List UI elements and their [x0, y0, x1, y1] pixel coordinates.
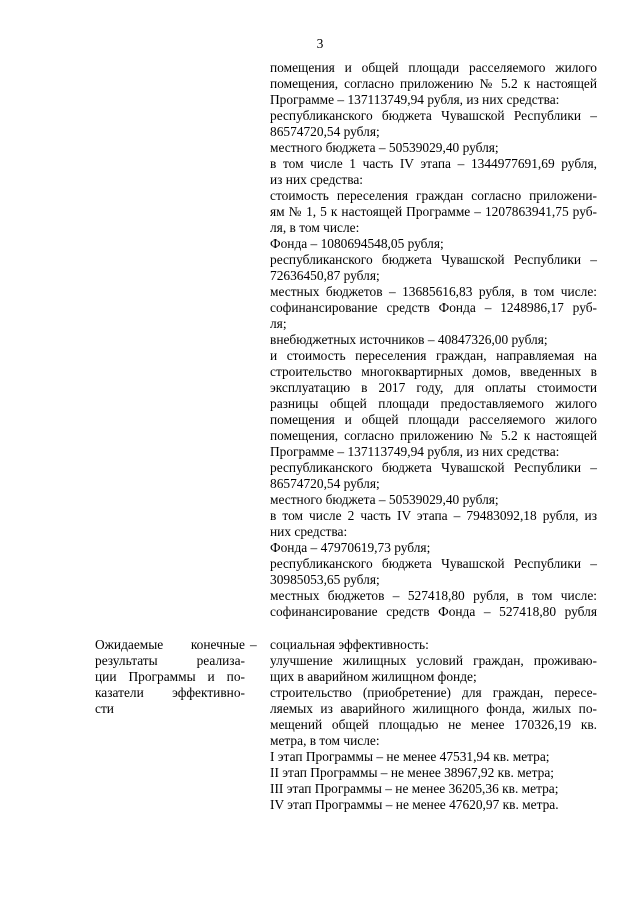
text-line: Фонда – 1080694548,05 рубля; [270, 236, 444, 251]
section-label-line: результаты реализа- [95, 653, 245, 668]
text-line: 86574720,54 рубля; [270, 124, 380, 139]
text-line: мещений общей площадью не менее 170326,19 кв. [270, 717, 597, 732]
text-line: помещения, согласно приложению № 5.2 к настоящей [270, 428, 597, 443]
text-line: эксплуатацию в 2017 году, для оплаты стоимости [270, 380, 597, 395]
expected-results-block [270, 637, 597, 813]
text-line: республиканского бюджета Чувашской Республики – [270, 556, 597, 571]
text-line: местного бюджета – 50539029,40 рубля; [270, 492, 499, 507]
section-label-line: Ожидаемые конечные [95, 637, 245, 652]
text-line: и стоимость переселения граждан, направляемая на [270, 348, 597, 363]
text-line: местных бюджетов – 13685616,83 рубля, в том числе: [270, 284, 597, 299]
text-line: Фонда – 47970619,73 рубля; [270, 540, 431, 555]
text-line: строительство (приобретение) для граждан, пересе- [270, 685, 597, 700]
text-line: ляемых из аварийного жилищного фонда, жилых по- [270, 701, 597, 716]
text-line: республиканского бюджета Чувашской Республики – [270, 252, 597, 267]
text-line: 30985053,65 рубля; [270, 572, 380, 587]
text-line: республиканского бюджета Чувашской Республики – [270, 460, 597, 475]
text-line: ля, в том числе: [270, 220, 360, 235]
text-line: в том числе 2 часть IV этапа – 79483092,18 рубля, из [270, 508, 597, 523]
text-line: софинансирование средств Фонда – 1248986,17 руб- [270, 300, 597, 315]
text-line: софинансирование средств Фонда – 527418,80 рубля [270, 604, 597, 619]
text-line: стоимость переселения граждан согласно приложени- [270, 188, 597, 203]
section-label-line: сти [95, 701, 114, 716]
section-label [95, 637, 260, 717]
text-line: улучшение жилищных условий граждан, проживаю- [270, 653, 597, 668]
text-line: помещения, согласно приложению № 5.2 к настоящей [270, 76, 597, 91]
text-line: 72636450,87 рубля; [270, 268, 380, 283]
text-line: Программе – 137113749,94 рубля, из них средства: [270, 92, 560, 107]
text-line: III этап Программы – не менее 36205,36 кв. метра; [270, 781, 559, 796]
text-line: внебюджетных источников – 40847326,00 рубля; [270, 332, 548, 347]
text-line: IV этап Программы – не менее 47620,97 кв. метра. [270, 797, 559, 812]
text-line: из них средства: [270, 172, 364, 187]
text-line: ям № 1, 5 к настоящей Программе – 1207863941,75 руб- [270, 204, 597, 219]
text-line: в том числе 1 часть IV этапа – 1344977691,69 рубля, [270, 156, 597, 171]
text-line: разницы общей площади предоставляемого жилого [270, 396, 597, 411]
page-number: 3 [316, 36, 324, 51]
text-line: социальная эффективность: [270, 637, 429, 652]
text-line: ля; [270, 316, 287, 331]
section-label-line: ции Программы и по- [95, 669, 245, 684]
text-line: I этап Программы – не менее 47531,94 кв. метра; [270, 749, 550, 764]
section-dash: – [250, 637, 257, 652]
text-line: помещения и общей площади расселяемого жилого [270, 412, 597, 427]
text-line: метра, в том числе: [270, 733, 380, 748]
text-line: республиканского бюджета Чувашской Республики – [270, 108, 597, 123]
text-line: II этап Программы – не менее 38967,92 кв. метра; [270, 765, 554, 780]
text-line: помещения и общей площади расселяемого жилого [270, 60, 597, 75]
text-line: Программе – 137113749,94 рубля, из них средства: [270, 444, 560, 459]
text-line: местного бюджета – 50539029,40 рубля; [270, 140, 499, 155]
text-line: щих в аварийном жилищном фонде; [270, 669, 477, 684]
text-line: строительство многоквартирных домов, введенных в [270, 364, 597, 379]
funding-text-block [270, 60, 597, 620]
text-line: местных бюджетов – 527418,80 рубля, в том числе: [270, 588, 597, 603]
text-line: 86574720,54 рубля; [270, 476, 380, 491]
text-line: них средства: [270, 524, 348, 539]
section-label-line: казатели эффективно- [95, 685, 245, 700]
